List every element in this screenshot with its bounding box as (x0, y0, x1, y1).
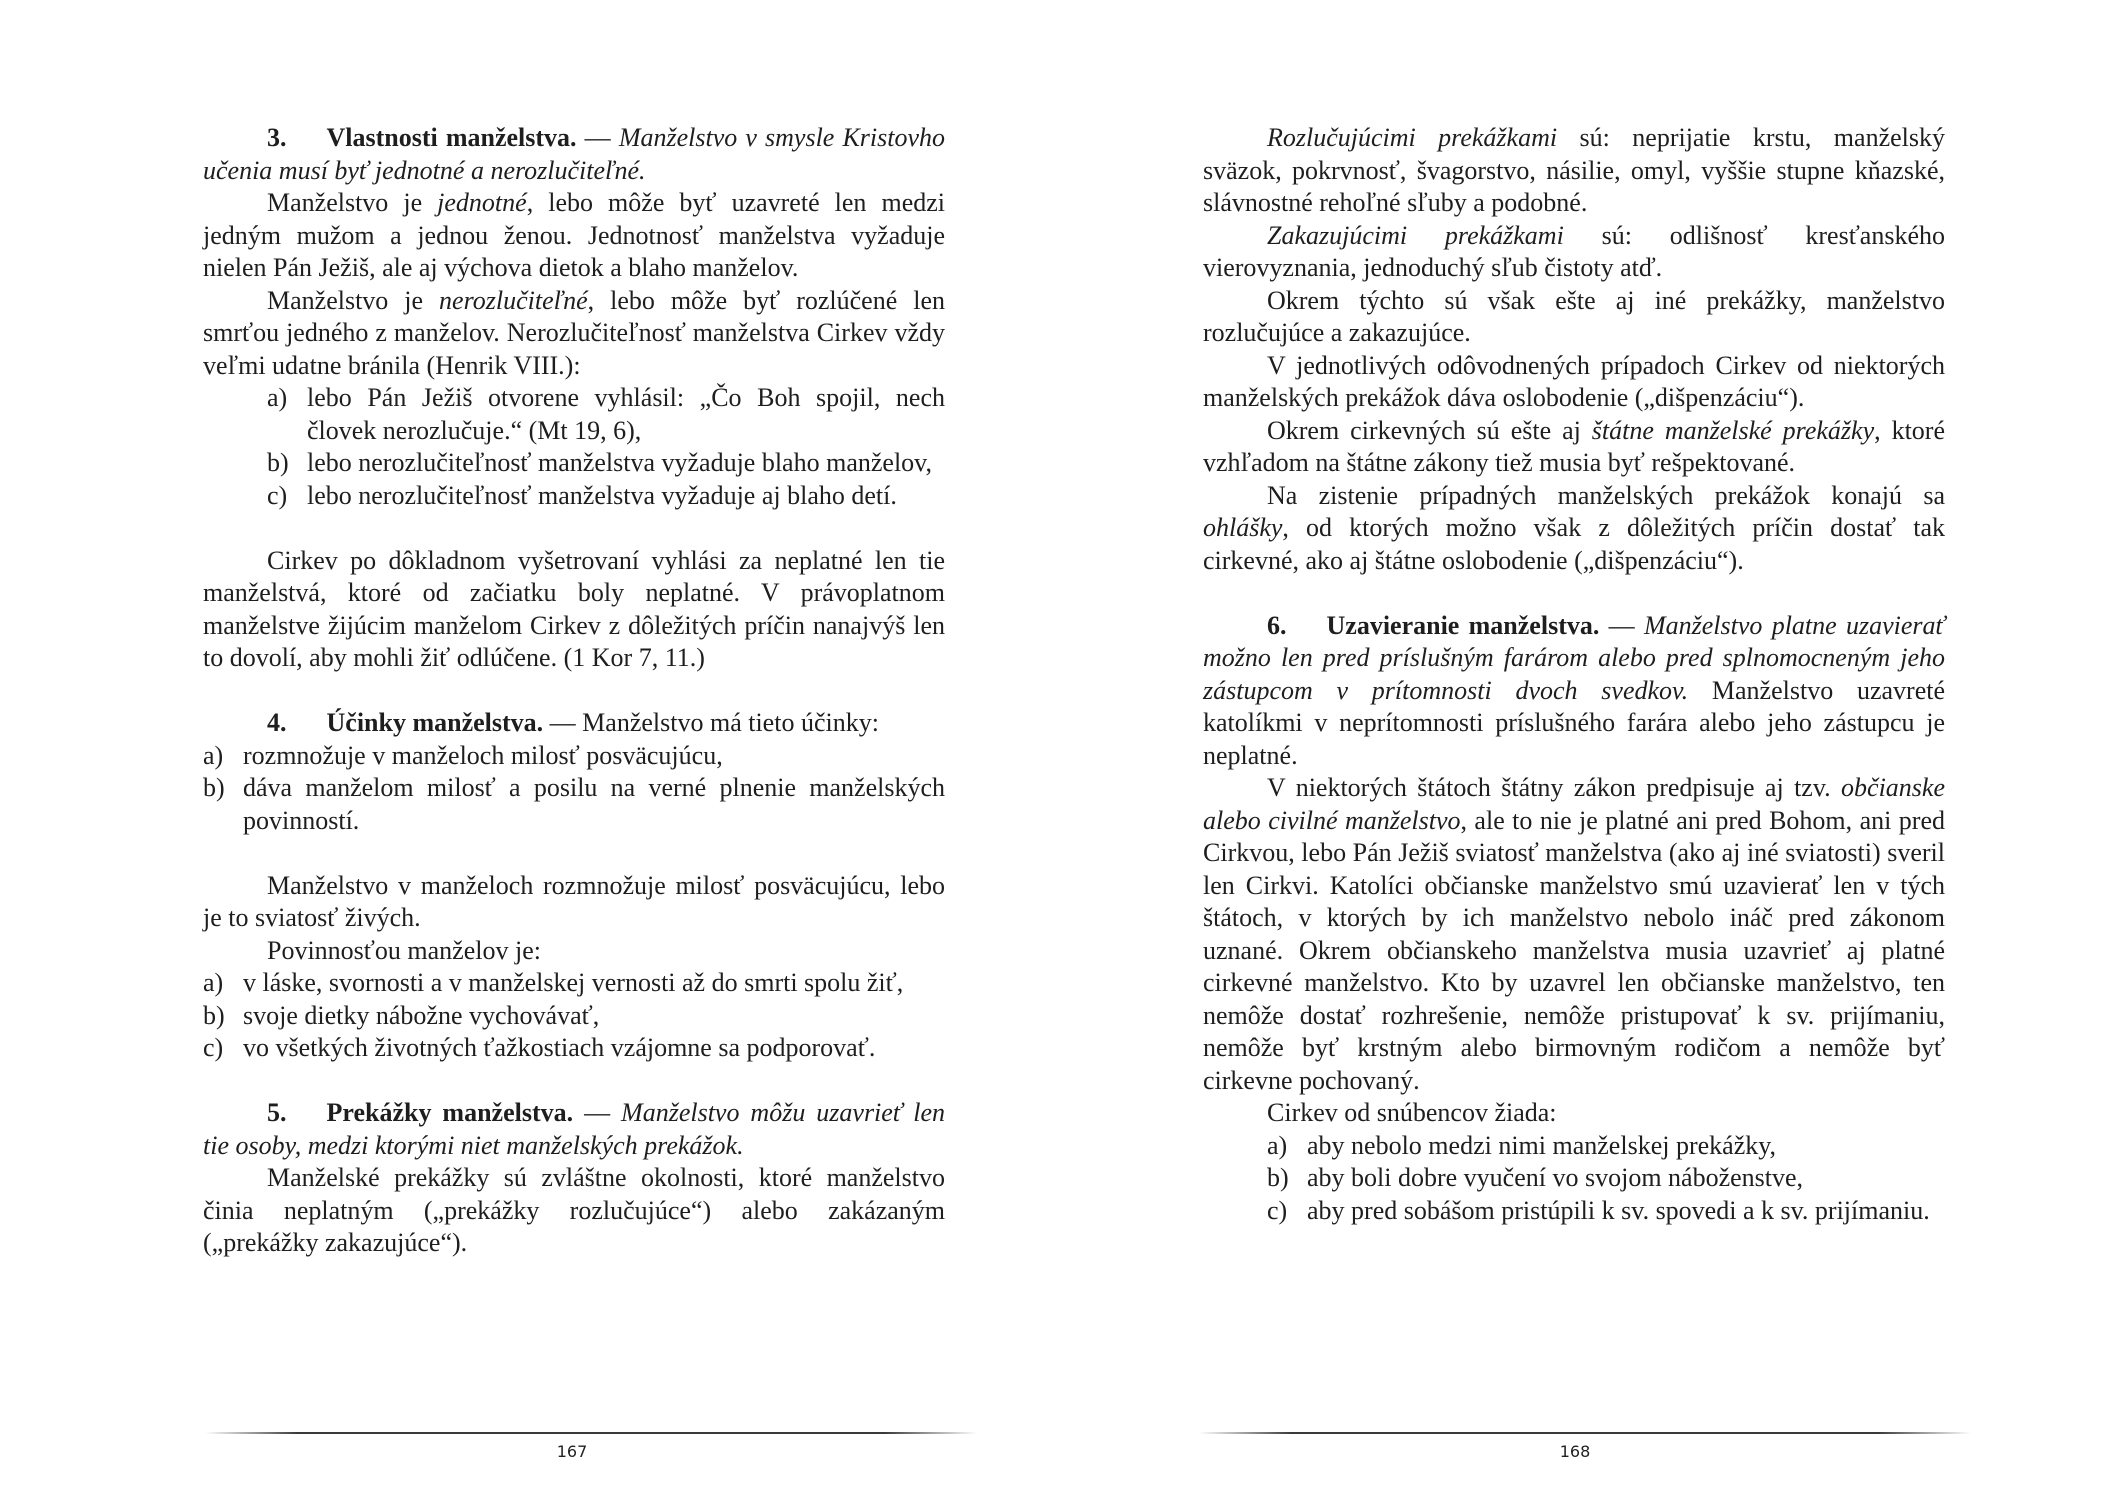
emphasis: štátne manželské prekážky (1591, 415, 1875, 445)
duties-list (203, 967, 945, 1065)
list-item: c) lebo nerozlučiteľnosť manželstva vyžaduje aj blaho detí. (267, 480, 897, 510)
list-item: b) svoje dietky nábožne vychovávať, (203, 1000, 600, 1030)
paragraph: Na zistenie prípadných manželských prekážok konajú sa ohlášky, od ktorých možno však z dôležitých príčin dostať tak cirkevné, ako aj štátne oslobodenie („dišpenzáciu“). (1203, 480, 1945, 575)
list-item: a) aby nebolo medzi nimi manželskej prekážky, (1267, 1130, 1777, 1160)
paragraph: Manželské prekážky sú zvláštne okolnosti, ktoré manželstvo činia neplatným („prekážky rozlučujúce“) alebo zakázaným („prekážky zakazujúce“). (203, 1163, 945, 1257)
paragraph: Okrem cirkevných sú ešte aj štátne manželské prekážky, ktoré vzhľadom na štátne zákony tiež musia byť rešpektované. (1203, 415, 1945, 477)
page-body (1203, 122, 1945, 1227)
list-item: a) v láske, svornosti a v manželskej vernosti až do smrti spolu žiť, (203, 968, 904, 997)
footer-rule (1199, 1432, 1971, 1434)
emphasis: nerozlučiteľné (439, 285, 588, 315)
section-lead: Manželstvo môžu uzavrieť len tie osoby, medzi ktorými niet manželských prekážok. (203, 1098, 946, 1160)
list-item: c) aby pred sobášom pristúpili k sv. spovedi a k sv. prijímaniu. (1267, 1195, 1930, 1225)
page-number: 167 (556, 1442, 588, 1461)
emphasis: jednotné (437, 188, 527, 217)
paragraph: Manželstvo v manželoch rozmnožuje milosť posväcujúcu, lebo je to sviatosť živých. (203, 870, 945, 932)
section-6-heading: 6. Uzavieranie manželstva. — Manželstvo platne uzavierať možno len pred príslušným farárom alebo pred splnomocneným jeho zástupcom v prítomnosti dvoch svedkov. Manželstvo uzavreté katolíkmi v neprítomnosti príslušného farára alebo jeho zástupcu je neplatné. (1203, 610, 1946, 770)
section-5-heading: 5. Prekážky manželstva. — Manželstvo môžu uzavrieť len tie osoby, medzi ktorými niet manželských prekážok. (203, 1098, 946, 1160)
list-item: b) lebo nerozlučiteľnosť manželstva vyžaduje blaho manželov, (267, 448, 932, 477)
paragraph: V jednotlivých odôvodnených prípadoch Cirkev od niektorých manželských prekážok dáva oslobodenie („dišpenzáciu“). (1203, 350, 1945, 412)
section-title: Vlastnosti manželstva. (326, 123, 577, 152)
list-item: a) rozmnožuje v manželoch milosť posväcujúcu, (203, 740, 723, 770)
paragraph: V niektorých štátoch štátny zákon predpisuje aj tzv. občianske alebo civilné manželstvo, ale to nie je platné ani pred Bohom, ani pred Cirkvou, lebo Pán Ježiš sviatosť manželstva (ako aj iné sviatosti) sveril len Cirkvi. Katolíci občianske manželstvo smú uzavierať len v tých štátoch, v ktorých by ich manželstvo nebolo ináč pred zákonom uznané. Okrem občianskeho manželstva musia uzavrieť aj platné cirkevné manželstvo. Kto by uzavrel len občianske manželstvo, ten nemôže dostať rozhrešenie, nemôže pristupovať k sv. prijímaniu, nemôže byť krstným alebo birmovným rodičom a nemôže byť cirkevne pochovaný. (1203, 773, 1945, 1095)
emphasis: občianske alebo civilné manželstvo (1203, 773, 1945, 835)
page-number: 168 (1559, 1442, 1591, 1461)
paragraph: Povinnosťou manželov je: (267, 935, 541, 965)
page-right (1061, 0, 2122, 1500)
list-item: b) dáva manželom milosť a posilu na verné plnenie manželských povinností. (203, 773, 945, 835)
paragraph: Manželstvo je nerozlučiteľné, lebo môže byť rozlúčené len smrťou jedného z manželov. Nerozlučiteľnosť manželstva Cirkev vždy veľmi udatne bránila (Henrik VIII.): (203, 285, 946, 380)
section-number: 5. (267, 1098, 287, 1127)
paragraph: Cirkev po dôkladnom vyšetrovaní vyhlási za neplatné len tie manželstvá, ktoré od začiatku boly neplatné. V právoplatnom manželstve žijúcim manželom Cirkev z dôležitých príčin nanajvýš len to dovolí, aby mohli žiť odlúčene. (1 Kor 7, 11.) (203, 545, 945, 672)
paragraph: Manželstvo je jednotné, lebo môže byť uzavreté len medzi jedným mužom a jednou ženou. Jednotnosť manželstva vyžaduje nielen Pán Ježiš, ale aj výchova dietok a blaho manželov. (203, 188, 945, 282)
section-lead: Manželstvo v smysle Kristovho učenia musí byť jednotné a nerozlučiteľné. (203, 123, 946, 185)
section-number: 3. (267, 123, 287, 152)
section-number: 4. (267, 708, 287, 737)
list-item: a) lebo Pán Ježiš otvorene vyhlásil: „Čo Boh spojil, nech človek nerozlučuje.“ (Mt 19, 6), (267, 383, 945, 445)
section-4-heading: 4. Účinky manželstva. — Manželstvo má tieto účinky: (267, 708, 879, 737)
list-item: c) vo všetkých životných ťažkostiach vzájomne sa podporovať. (203, 1033, 876, 1062)
section-lead: Manželstvo platne uzavierať možno len pred príslušným farárom alebo pred splnomocneným jeho zástupcom v prítomnosti dvoch svedkov. (1203, 610, 1946, 705)
section-title: Prekážky manželstva. (326, 1098, 574, 1127)
page-body (203, 122, 945, 1260)
reasons-list (203, 382, 945, 512)
section-title: Účinky manželstva. (326, 708, 544, 737)
paragraph: Zakazujúcimi prekážkami sú: odlišnosť kresťanského vierovyznania, jednoduchý sľub čistoty atď. (1203, 220, 1945, 282)
requirements-list (1203, 1130, 1945, 1228)
footer-rule (205, 1432, 977, 1434)
paragraph: Okrem týchto sú však ešte aj iné prekážky, manželstvo rozlučujúce a zakazujúce. (1203, 285, 1945, 347)
section-3-heading: 3. Vlastnosti manželstva. — Manželstvo v smysle Kristovho učenia musí byť jednotné a nerozlučiteľné. (203, 123, 946, 185)
list-item: b) aby boli dobre vyučení vo svojom náboženstve, (1267, 1163, 1804, 1192)
section-number: 6. (1267, 610, 1287, 640)
paragraph: Rozlučujúcimi prekážkami sú: neprijatie krstu, manželský sväzok, pokrvnosť, švagorstvo, násilie, omyl, vyššie stupne kňazské, slávnostné rehoľné sľuby a podobné. (1203, 123, 1945, 217)
emphasis: Rozlučujúcimi prekážkami (1267, 123, 1558, 152)
section-lead: Manželstvo má tieto účinky: (582, 708, 879, 737)
effects-list (203, 740, 945, 838)
emphasis: ohlášky (1203, 513, 1283, 542)
section-title: Uzavieranie manželstva. (1326, 610, 1600, 640)
emphasis: Zakazujúcimi prekážkami (1267, 220, 1564, 250)
paragraph: Cirkev od snúbencov žiada: (1267, 1098, 1557, 1127)
